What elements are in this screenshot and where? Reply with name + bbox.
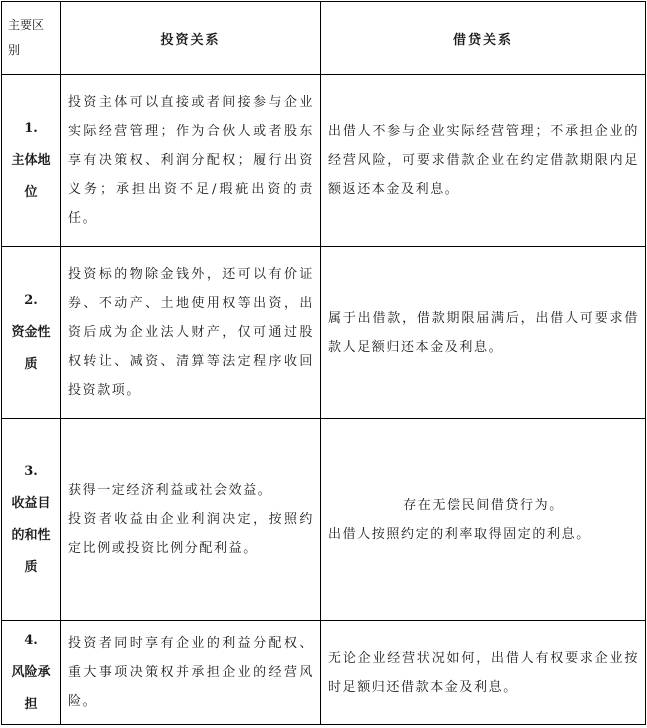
loan-text: 出借人不参与企业实际经营管理；不承担企业的经营风险，可要求借款企业在约定借款期限内足额返还本金及利息。 [328, 124, 639, 197]
loan-cell [321, 75, 646, 247]
row-label-line: 质 [24, 559, 38, 575]
row-label-line: 风险承 [11, 664, 51, 680]
table-row [2, 621, 646, 725]
investment-text: 投资标的物除金钱外，还可以有价证券、不动产、土地使用权等出资，出资后成为企业法人财产，仅可通过股权转让、减资、清算等法定程序收回投资款项。 [68, 267, 314, 398]
header-category: 主要区别 [2, 2, 61, 75]
table-row [2, 419, 646, 621]
loan-text: 出借人按照约定的利率取得固定的利息。 [328, 526, 591, 542]
table-row [2, 247, 646, 419]
investment-cell [61, 621, 321, 725]
row-number: 3. [24, 463, 38, 479]
table-row [2, 75, 646, 247]
investment-cell [61, 419, 321, 621]
header-row [2, 2, 646, 75]
investment-cell [61, 247, 321, 419]
row-label [2, 247, 61, 419]
row-label-line: 位 [24, 184, 38, 200]
header-loan: 借贷关系 [321, 2, 646, 75]
loan-cell [321, 247, 646, 419]
row-label-line: 的和性 [11, 527, 51, 543]
loan-cell [321, 621, 646, 725]
row-label [2, 75, 61, 247]
row-label-line: 质 [24, 356, 38, 372]
row-number: 4. [24, 632, 38, 648]
row-label [2, 621, 61, 725]
loan-text: 存在无偿民间借贷行为。 [403, 497, 564, 513]
comparison-table [1, 1, 646, 725]
row-label [2, 419, 61, 621]
row-number: 2. [24, 292, 38, 308]
row-label-line: 收益目 [11, 495, 51, 511]
row-label-line: 担 [24, 696, 38, 712]
header-investment: 投资关系 [61, 2, 321, 75]
investment-text: 投资者收益由企业利润决定，按照约定比例或投资比例分配利益。 [68, 512, 314, 556]
loan-cell [321, 419, 646, 621]
investment-cell [61, 75, 321, 247]
loan-text: 属于出借款，借款期限届满后，出借人可要求借款人足额归还本金及利息。 [328, 310, 639, 355]
loan-text: 无论企业经营状况如何，出借人有权要求企业按时足额归还借款本金及利息。 [328, 650, 639, 695]
row-label-line: 资金性 [11, 324, 51, 340]
investment-text: 获得一定经济利益或社会效益。 [68, 483, 273, 498]
row-label-line: 主体地 [11, 152, 51, 168]
investment-text: 投资者同时享有企业的利益分配权、重大事项决策权并承担企业的经营风险。 [68, 636, 314, 709]
row-number: 1. [24, 120, 38, 136]
investment-text: 投资主体可以直接或者间接参与企业实际经营管理；作为合伙人或者股东享有决策权、利润分配权；履行出资义务；承担出资不足/瑕疵出资的责任。 [68, 95, 314, 226]
